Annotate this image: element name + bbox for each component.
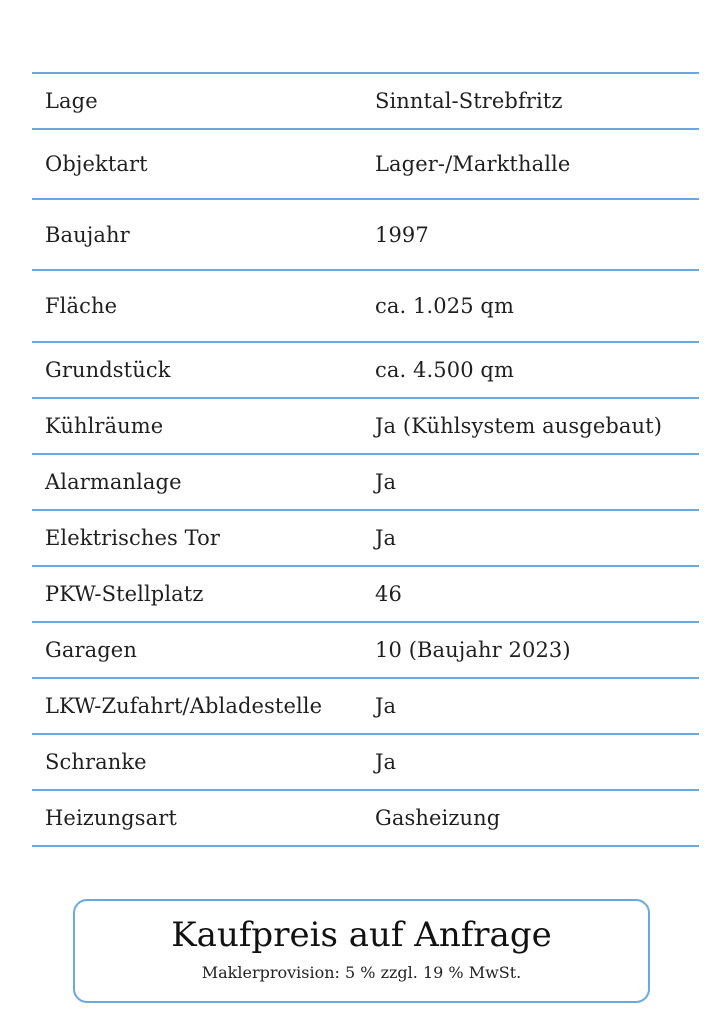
spec-label: LKW-Zufahrt/Abladestelle — [45, 694, 323, 718]
spec-value: Gasheizung — [375, 806, 501, 830]
spec-row-pkw-stellplatz — [32, 567, 699, 623]
spec-row-objektart — [32, 130, 699, 200]
spec-value: Ja — [375, 750, 397, 774]
spec-row-schranke — [32, 735, 699, 791]
spec-value: 46 — [375, 582, 402, 606]
spec-label: Kühlräume — [45, 414, 164, 438]
spec-row-kuehlraeume — [32, 399, 699, 455]
spec-label: Elektrisches Tor — [45, 526, 220, 550]
spec-value: 1997 — [375, 222, 429, 247]
spec-label: Objektart — [45, 152, 148, 176]
spec-value: Ja — [375, 694, 397, 718]
price-box — [73, 899, 650, 1003]
spec-value: Ja — [375, 526, 397, 550]
spec-label: PKW-Stellplatz — [45, 582, 204, 606]
spec-label: Heizungsart — [45, 806, 177, 830]
spec-value: 10 (Baujahr 2023) — [375, 638, 571, 662]
spec-value: ca. 1.025 qm — [375, 294, 514, 318]
spec-value: Ja — [375, 470, 397, 494]
spec-row-baujahr — [32, 200, 699, 271]
spec-row-lkw-zufahrt — [32, 679, 699, 735]
spec-row-flaeche — [32, 271, 699, 343]
spec-row-alarmanlage — [32, 455, 699, 511]
spec-row-heizungsart — [32, 791, 699, 847]
spec-value: Sinntal-Strebfritz — [375, 89, 563, 113]
spec-label: Baujahr — [45, 222, 130, 247]
commission-note: Maklerprovision: 5 % zzgl. 19 % MwSt. — [201, 963, 522, 982]
spec-row-garagen — [32, 623, 699, 679]
spec-label: Lage — [45, 89, 98, 113]
spec-value: Lager-/Markthalle — [375, 152, 571, 176]
spec-row-elektrisches-tor — [32, 511, 699, 567]
spec-value: ca. 4.500 qm — [375, 358, 514, 382]
spec-label: Alarmanlage — [45, 470, 182, 494]
spec-label: Grundstück — [45, 358, 171, 382]
spec-label: Fläche — [45, 294, 118, 318]
property-spec-table — [32, 72, 699, 847]
spec-row-grundstueck — [32, 343, 699, 399]
spec-row-lage — [32, 74, 699, 130]
price-title: Kaufpreis auf Anfrage — [171, 915, 552, 955]
spec-value: Ja (Kühlsystem ausgebaut) — [375, 414, 662, 438]
spec-label: Garagen — [45, 638, 137, 662]
spec-label: Schranke — [45, 750, 147, 774]
